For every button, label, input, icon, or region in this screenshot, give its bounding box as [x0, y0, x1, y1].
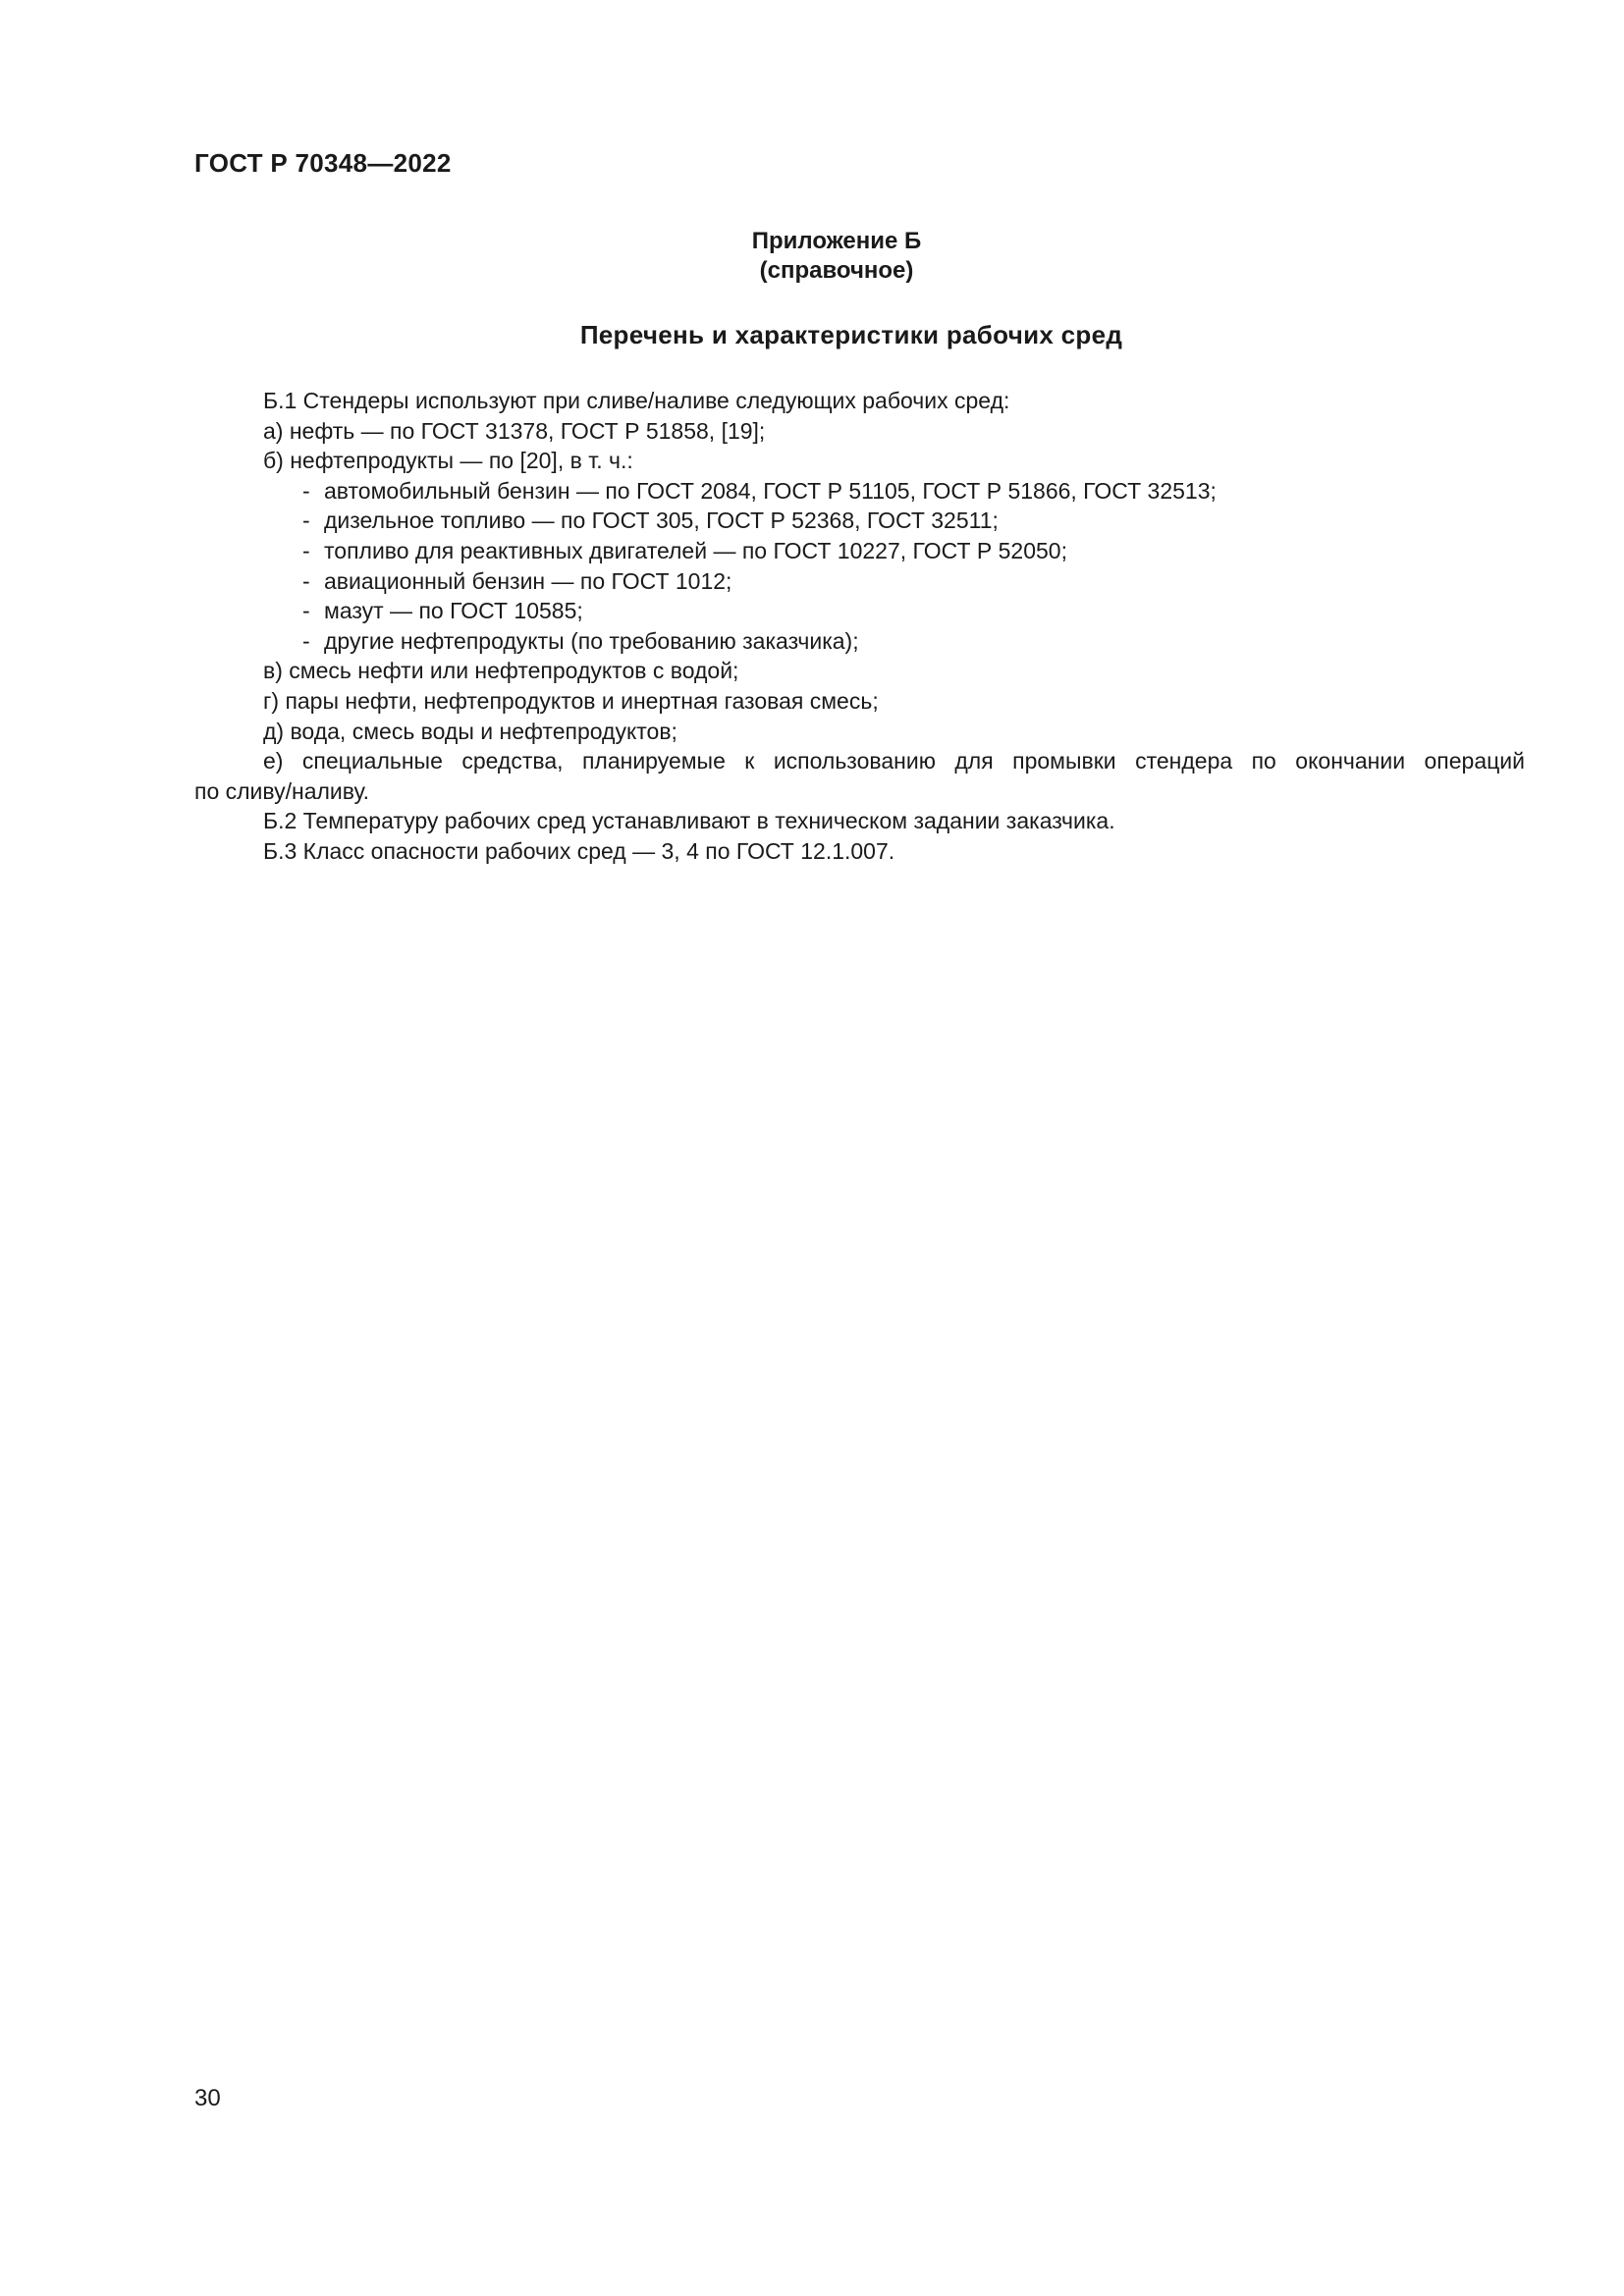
sub-item-3 — [194, 536, 1520, 566]
list-item-e-line2: по сливу/наливу. — [194, 777, 370, 804]
dash-marker: - — [302, 477, 310, 504]
clause-b2: Б.2 Температуру рабочих сред устанавливают в техническом задании заказчика. — [263, 808, 1115, 834]
section-body — [194, 386, 1525, 867]
sub-item-6 — [194, 626, 1520, 657]
appendix-heading — [0, 227, 1624, 286]
dash-marker: - — [302, 537, 310, 563]
list-item-a: а) нефть — по ГОСТ 31378, ГОСТ Р 51858, [19]; — [263, 417, 766, 444]
dash-marker: - — [302, 567, 310, 594]
sub-item-text: автомобильный бензин — по ГОСТ 2084, ГОСТ Р 51105, ГОСТ Р 51866, ГОСТ 32513; — [324, 477, 1217, 504]
section-title-text: Перечень и характеристики рабочих сред — [579, 320, 1123, 349]
list-item-d: д) вода, смесь воды и нефтепродуктов; — [263, 718, 677, 744]
sub-item-1 — [194, 476, 1520, 507]
section-title — [0, 320, 1624, 350]
sub-item-2 — [194, 506, 1520, 536]
list-item-g: г) пары нефти, нефтепродуктов и инертная газовая смесь; — [263, 687, 879, 714]
sub-item-text: дизельное топливо — по ГОСТ 305, ГОСТ Р 52368, ГОСТ 32511; — [324, 507, 999, 534]
sub-item-text: другие нефтепродукты (по требованию заказчика); — [324, 627, 859, 654]
appendix-title: Приложение Б — [751, 228, 922, 254]
appendix-status: (справочное) — [759, 257, 914, 284]
sub-item-text: авиационный бензин — по ГОСТ 1012; — [324, 567, 732, 594]
dash-marker: - — [302, 598, 310, 624]
clause-b1: Б.1 Стендеры используют при сливе/наливе следующих рабочих сред: — [263, 388, 1010, 413]
sub-item-4 — [194, 566, 1520, 597]
dash-marker: - — [302, 507, 310, 534]
sub-item-text: мазут — по ГОСТ 10585; — [324, 598, 583, 624]
list-item-b: б) нефтепродукты — по [20], в т. ч.: — [263, 448, 633, 474]
dash-marker: - — [302, 627, 310, 654]
list-item-v: в) смесь нефти или нефтепродуктов с водой; — [263, 658, 739, 684]
page-number: 30 — [194, 2085, 221, 2111]
document-code-header: ГОСТ Р 70348—2022 — [194, 148, 452, 178]
list-item-e-line1: е) специальные средства, планируемые к использованию для промывки стендера по окончании операций — [263, 748, 1525, 774]
sub-item-text: топливо для реактивных двигателей — по ГОСТ 10227, ГОСТ Р 52050; — [324, 537, 1067, 563]
sub-item-5 — [194, 596, 1520, 626]
clause-b3: Б.3 Класс опасности рабочих сред — 3, 4 по ГОСТ 12.1.007. — [263, 837, 895, 864]
